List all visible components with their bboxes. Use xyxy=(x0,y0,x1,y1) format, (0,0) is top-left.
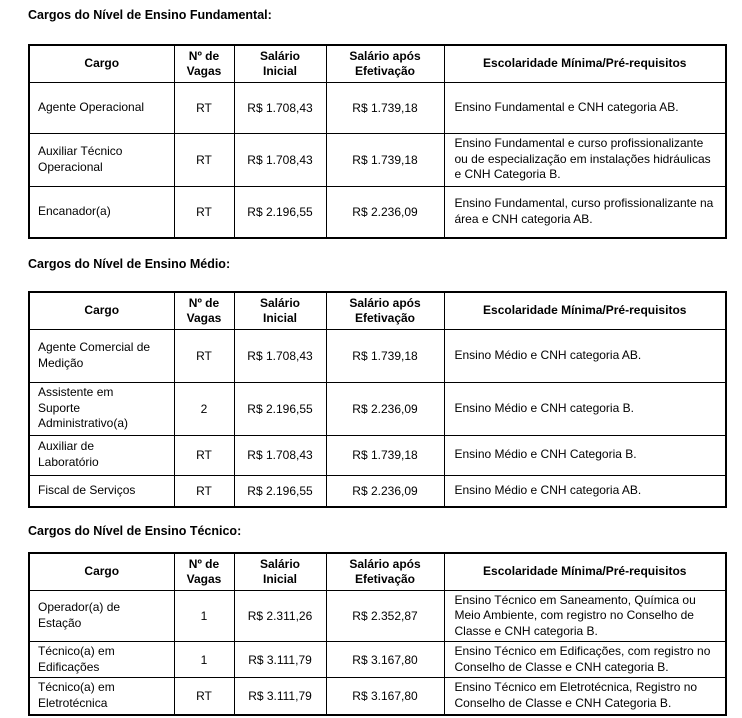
section-ensino-medio xyxy=(28,257,725,508)
header-salario-inicial: Salário Inicial xyxy=(234,292,326,329)
table-row xyxy=(29,82,726,133)
cell-salario-inicial: R$ 3.111,79 xyxy=(234,678,326,715)
header-vagas: Nº de Vagas xyxy=(174,292,234,329)
header-escolaridade: Escolaridade Mínima/Pré-requisitos xyxy=(444,292,726,329)
section-ensino-fundamental xyxy=(28,8,725,239)
positions-table-tecnico xyxy=(28,552,727,716)
header-salario-apos: Salário após Efetivação xyxy=(326,292,444,329)
cell-salario-apos: R$ 2.236,09 xyxy=(326,475,444,507)
table-row xyxy=(29,329,726,382)
cell-salario-inicial: R$ 2.311,26 xyxy=(234,590,326,642)
header-escolaridade: Escolaridade Mínima/Pré-requisitos xyxy=(444,553,726,590)
table-row xyxy=(29,642,726,678)
cell-requisitos: Ensino Médio e CNH Categoria B. xyxy=(444,435,726,475)
cell-salario-inicial: R$ 2.196,55 xyxy=(234,382,326,435)
cell-salario-inicial: R$ 2.196,55 xyxy=(234,186,326,238)
header-cargo: Cargo xyxy=(29,45,174,82)
table-row xyxy=(29,475,726,507)
cell-salario-inicial: R$ 1.708,43 xyxy=(234,329,326,382)
cell-cargo: Encanador(a) xyxy=(29,186,174,238)
cell-salario-inicial: R$ 1.708,43 xyxy=(234,82,326,133)
cell-salario-apos: R$ 2.236,09 xyxy=(326,186,444,238)
cell-requisitos: Ensino Técnico em Eletrotécnica, Registro no Conselho de Classe e CNH Categoria B. xyxy=(444,678,726,715)
table-row xyxy=(29,133,726,186)
header-vagas: Nº de Vagas xyxy=(174,553,234,590)
cell-vagas: RT xyxy=(174,82,234,133)
cell-vagas: RT xyxy=(174,678,234,715)
cell-vagas: 1 xyxy=(174,642,234,678)
cell-salario-inicial: R$ 1.708,43 xyxy=(234,435,326,475)
table-row xyxy=(29,435,726,475)
header-row xyxy=(29,553,726,590)
cell-salario-apos: R$ 1.739,18 xyxy=(326,329,444,382)
cell-requisitos: Ensino Fundamental, curso profissionalizante na área e CNH categoria AB. xyxy=(444,186,726,238)
cell-requisitos: Ensino Técnico em Saneamento, Química ou Meio Ambiente, com registro no Conselho de Classe e CNH categoria B. xyxy=(444,590,726,642)
cell-vagas: RT xyxy=(174,329,234,382)
header-row xyxy=(29,292,726,329)
cell-vagas: 2 xyxy=(174,382,234,435)
header-cargo: Cargo xyxy=(29,292,174,329)
cell-salario-inicial: R$ 1.708,43 xyxy=(234,133,326,186)
cell-requisitos: Ensino Fundamental e CNH categoria AB. xyxy=(444,82,726,133)
cell-vagas: RT xyxy=(174,186,234,238)
cell-requisitos: Ensino Técnico em Edificações, com registro no Conselho de Classe e CNH categoria B. xyxy=(444,642,726,678)
cell-cargo: Técnico(a) em Eletrotécnica xyxy=(29,678,174,715)
table-row xyxy=(29,382,726,435)
positions-table-fundamental xyxy=(28,44,727,239)
cell-cargo: Auxiliar de Laboratório xyxy=(29,435,174,475)
header-salario-apos: Salário após Efetivação xyxy=(326,553,444,590)
section-title: Cargos do Nível de Ensino Fundamental: xyxy=(28,8,272,22)
table-row xyxy=(29,678,726,715)
cell-requisitos: Ensino Fundamental e curso profissionalizante ou de especialização em instalações hidráulicas e CNH Categoria B. xyxy=(444,133,726,186)
cell-vagas: RT xyxy=(174,133,234,186)
table-row xyxy=(29,186,726,238)
cell-salario-inicial: R$ 2.196,55 xyxy=(234,475,326,507)
cell-cargo: Fiscal de Serviços xyxy=(29,475,174,507)
header-cargo: Cargo xyxy=(29,553,174,590)
header-salario-apos: Salário após Efetivação xyxy=(326,45,444,82)
cell-cargo: Técnico(a) em Edificações xyxy=(29,642,174,678)
section-ensino-tecnico xyxy=(28,524,725,716)
cell-requisitos: Ensino Médio e CNH categoria AB. xyxy=(444,329,726,382)
header-salario-inicial: Salário Inicial xyxy=(234,553,326,590)
cell-salario-apos: R$ 1.739,18 xyxy=(326,435,444,475)
section-title: Cargos do Nível de Ensino Médio: xyxy=(28,257,231,271)
cell-cargo: Auxiliar Técnico Operacional xyxy=(29,133,174,186)
cell-vagas: RT xyxy=(174,435,234,475)
cell-cargo: Agente Comercial de Medição xyxy=(29,329,174,382)
cell-salario-apos: R$ 2.236,09 xyxy=(326,382,444,435)
header-escolaridade: Escolaridade Mínima/Pré-requisitos xyxy=(444,45,726,82)
section-title: Cargos do Nível de Ensino Técnico: xyxy=(28,524,242,538)
cell-vagas: RT xyxy=(174,475,234,507)
cell-salario-apos: R$ 3.167,80 xyxy=(326,678,444,715)
cell-cargo: Operador(a) de Estação xyxy=(29,590,174,642)
cell-requisitos: Ensino Médio e CNH categoria B. xyxy=(444,382,726,435)
cell-salario-apos: R$ 1.739,18 xyxy=(326,133,444,186)
cell-salario-apos: R$ 3.167,80 xyxy=(326,642,444,678)
table-row xyxy=(29,590,726,642)
header-salario-inicial: Salário Inicial xyxy=(234,45,326,82)
cell-salario-apos: R$ 1.739,18 xyxy=(326,82,444,133)
header-row xyxy=(29,45,726,82)
cell-requisitos: Ensino Médio e CNH categoria AB. xyxy=(444,475,726,507)
cell-cargo: Agente Operacional xyxy=(29,82,174,133)
cell-salario-apos: R$ 2.352,87 xyxy=(326,590,444,642)
cell-salario-inicial: R$ 3.111,79 xyxy=(234,642,326,678)
cell-cargo: Assistente em Suporte Administrativo(a) xyxy=(29,382,174,435)
cell-vagas: 1 xyxy=(174,590,234,642)
positions-table-medio xyxy=(28,291,727,508)
header-vagas: Nº de Vagas xyxy=(174,45,234,82)
